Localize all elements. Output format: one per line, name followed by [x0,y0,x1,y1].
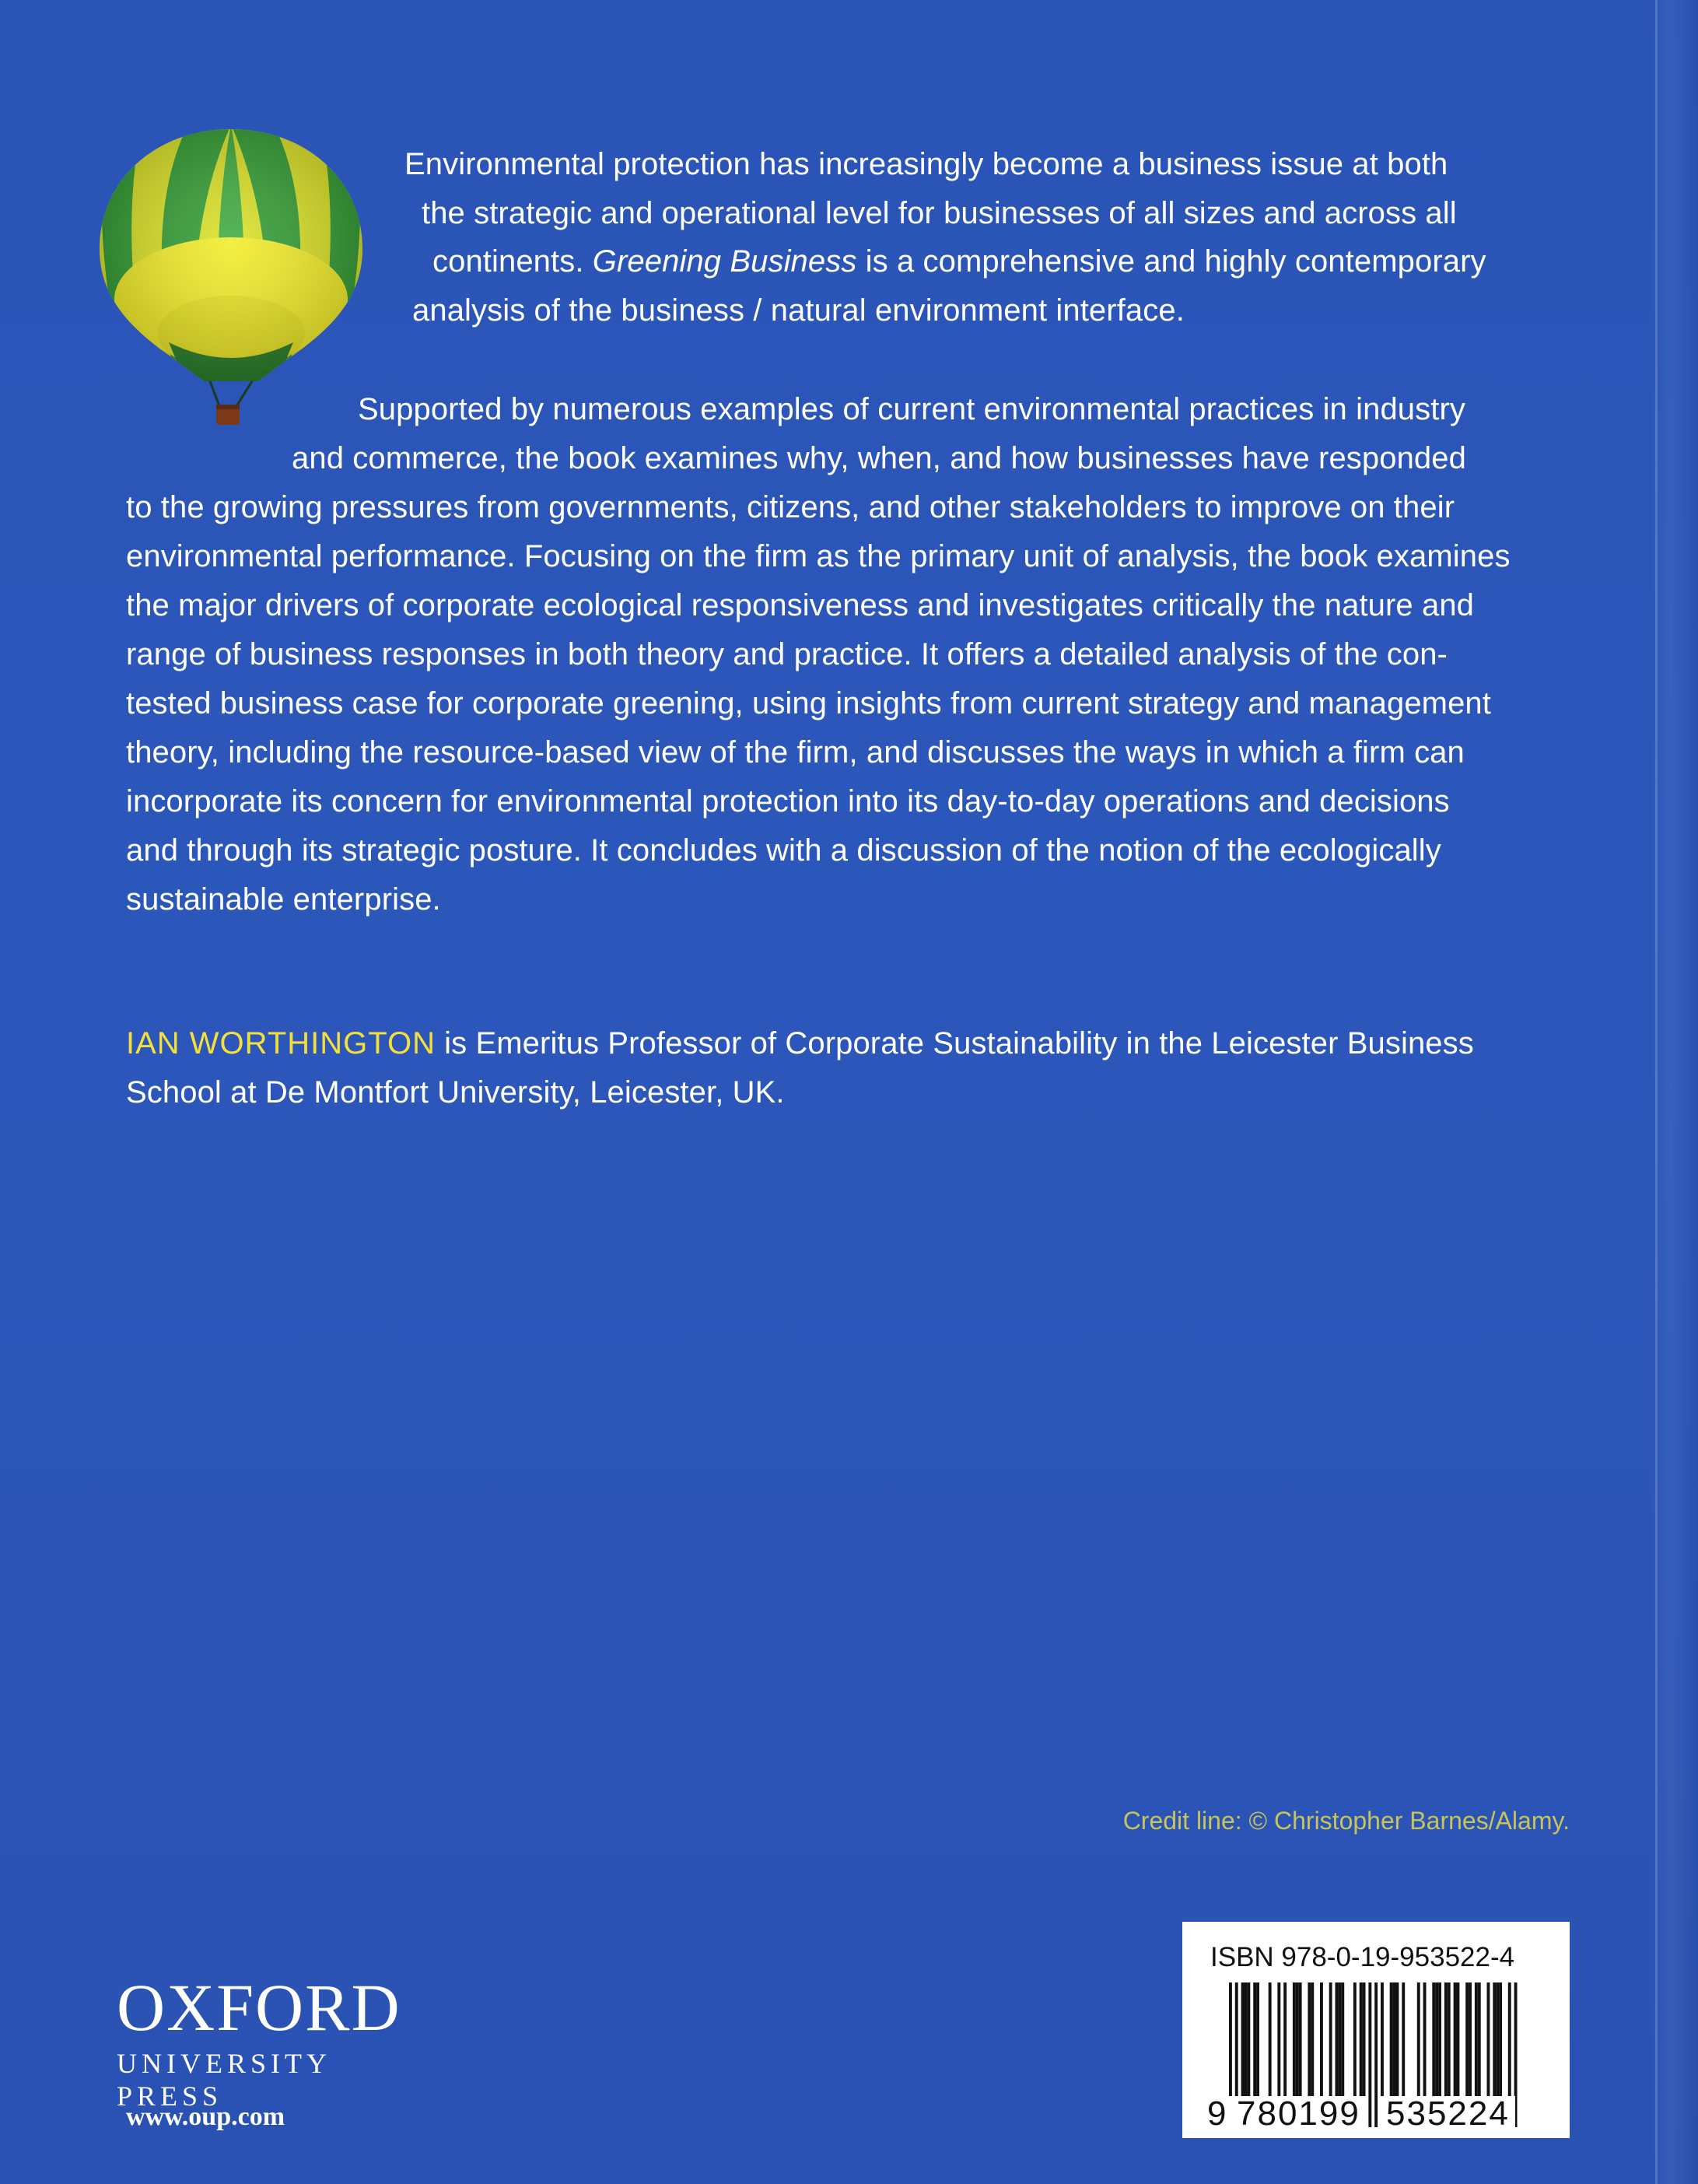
body-line-9: incorporate its concern for environmental protection into its day-to-day operations and decisions [126,784,1450,819]
intro-line-3-suffix: is a comprehensive and highly contemporary [856,244,1486,279]
body-line-10: and through its strategic posture. It concludes with a discussion of the notion of the ecologically [126,833,1441,868]
isbn-barcode-box [1182,1922,1570,2138]
body-line-6: range of business responses in both theory and practice. It offers a detailed analysis of the con- [126,637,1448,671]
intro-line-3 [432,237,1486,286]
body-line-1: Supported by numerous examples of current environmental practices in industry [358,392,1465,426]
author-bio-line-1 [126,1019,1474,1068]
barcode-right-group: 535224 [1386,2095,1510,2130]
isbn-label: ISBN 978-0-19-953522-4 [1210,1942,1515,1972]
intro-paragraph [404,140,1486,335]
barcode-first-digit: 9 [1207,2095,1227,2130]
barcode-left-group: 780199 [1237,2095,1360,2130]
author-bio [126,1019,1474,1117]
body-line-7: tested business case for corporate greening, using insights from current strategy and management [126,686,1491,720]
oxford-logo [117,1972,443,2112]
author-bio-line-2: School at De Montfort University, Leicester, UK. [126,1074,785,1110]
publisher-subtitle: UNIVERSITY PRESS [117,2048,331,2112]
author-bio-text-1: is Emeritus Professor of Corporate Sustainability in the Leicester Business [435,1026,1474,1060]
intro-line-1: Environmental protection has increasingly become a business issue at both [404,147,1448,181]
barcode-icon [1206,1982,1548,2130]
book-title: Greening Business [592,244,857,279]
intro-line-4: analysis of the business / natural environment interface. [412,293,1185,328]
barcode-bar [1374,1982,1378,2127]
body-line-8: theory, including the resource-based view of the firm, and discusses the ways in which a firm can [126,735,1465,769]
body-line-3: to the growing pressures from governments, citizens, and other stakeholders to improve on their [126,490,1455,524]
body-line-4: environmental performance. Focusing on the firm as the primary unit of analysis, the book examines [126,539,1511,573]
body-line-11: sustainable enterprise. [126,882,441,917]
publisher-name: OXFORD [117,1970,401,2045]
publisher-url: www.oup.com [126,2102,285,2131]
body-line-5: the major drivers of corporate ecological responsiveness and investigates critically the nature and [126,588,1475,622]
intro-line-2: the strategic and operational level for businesses of all sizes and across all [422,195,1457,230]
body-line-2: and commerce, the book examines why, when, and how businesses have responded [292,441,1466,475]
intro-line-3-prefix: continents. [432,244,593,279]
author-name: IAN WORTHINGTON [126,1026,436,1060]
spine-edge [1651,0,1698,2184]
spine-fold-line [1655,0,1658,2184]
barcode-bar [1368,1982,1371,2127]
hot-air-balloon-image [95,124,367,428]
photo-credit: Credit line: © Christopher Barnes/Alamy. [1122,1807,1570,1835]
